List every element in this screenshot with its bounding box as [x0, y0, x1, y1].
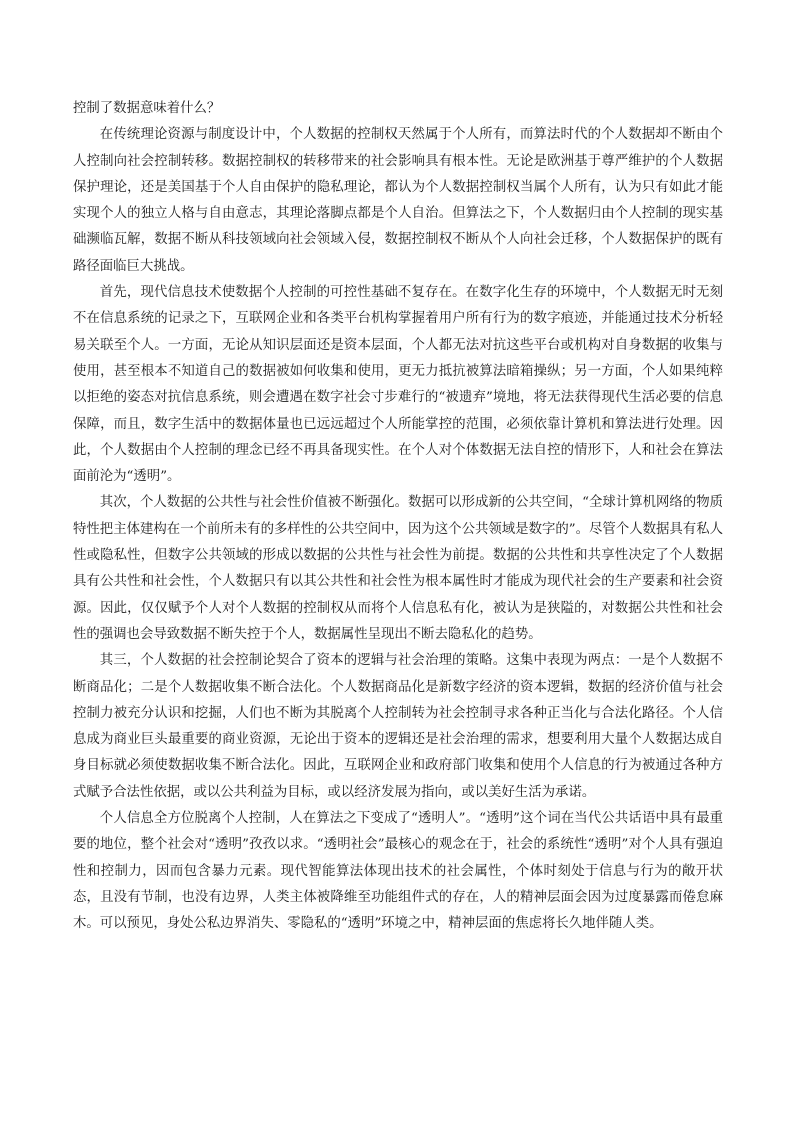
paragraph-intro: 在传统理论资源与制度设计中，个人数据的控制权天然属于个人所有，而算法时代的个人数据却不断由个人控制向社会控制转移。数据控制权的转移带来的社会影响具有根本性。无论是欧洲基于尊严维护的个人数据保护理论，还是美国基于个人自由保护的隐私理论，都认为个人数据控制权当属个人所有，认为只有如此才能实现个人的独立人格与自由意志，其理论落脚点都是个人自治。但算法之下，个人数据归由个人控制的现实基础濒临瓦解，数据不断从科技领域向社会领域入侵，数据控制权不断从个人向社会迁移，个人数据保护的既有路径面临巨大挑战。 [73, 127, 723, 274]
paragraph-first-point: 首先，现代信息技术使数据个人控制的可控性基础不复存在。在数字化生存的环境中，个人数据无时无刻不在信息系统的记录之下，互联网企业和各类平台机构掌握着用户所有行为的数字痕迹，并能通过技术分析轻易关联至个人。一方面，无论从知识层面还是资本层面，个人都无法对抗这些平台或机构对自身数据的收集与使用，甚至根本不知道自己的数据被如何收集和使用，更无力抵抗被算法暗箱操纵；另一方面，个人如果纯粹以拒绝的姿态对抗信息系统，则会遭遇在数字社会寸步难行的“被遗弃”境地，将无法获得现代生活必要的信息保障，而且，数字生活中的数据体量也已远远超过个人所能掌控的范围，必须依靠计算机和算法进行处理。因此，个人数据由个人控制的理念已经不再具备现实性。在个人对个体数据无法自控的情形下，人和社会在算法面前沦为“透明”。 [73, 285, 723, 485]
document-body [73, 96, 723, 938]
paragraph-conclusion: 个人信息全方位脱离个人控制，人在算法之下变成了“透明人”。“透明”这个词在当代公共话语中具有最重要的地位，整个社会对“透明”孜孜以求。“透明社会”最核心的观念在于，社会的系统性“透明”对个人具有强迫性和控制力，因而包含暴力元素。现代智能算法体现出技术的社会属性，个体时刻处于信息与行为的敞开状态，且没有节制，也没有边界，人类主体被降维至功能组件式的存在，人的精神层面会因为过度暴露而倦怠麻木。可以预见，身处公私边界消失、零隐私的“透明”环境之中，精神层面的焦虑将长久地伴随人类。 [73, 811, 723, 932]
paragraph-second-point: 其次，个人数据的公共性与社会性价值被不断强化。数据可以形成新的公共空间，“全球计算机网络的物质特性把主体建构在一个前所未有的多样性的公共空间中，因为这个公共领域是数字的”。尽管个人数据具有私人性或隐私性，但数字公共领域的形成以数据的公共性与社会性为前提。数据的公共性和共享性决定了个人数据具有公共性和社会性，个人数据只有以其公共性和社会性为根本属性时才能成为现代社会的生产要素和社会资源。因此，仅仅赋予个人对个人数据的控制权从而将个人信息私有化，被认为是狭隘的，对数据公共性和社会性的强调也会导致数据不断失控于个人，数据属性呈现出不断去隐私化的趋势。 [73, 495, 723, 642]
paragraph-question: 控制了数据意味着什么？ [73, 101, 221, 116]
paragraph-third-point: 其三，个人数据的社会控制论契合了资本的逻辑与社会治理的策略。这集中表现为两点：一是个人数据不断商品化；二是个人数据收集不断合法化。个人数据商品化是新数字经济的资本逻辑，数据的经济价值与社会控制力被充分认识和挖掘，人们也不断为其脱离个人控制转为社会控制寻求各种正当化与合法化路径。个人信息成为商业巨头最重要的商业资源，无论出于资本的逻辑还是社会治理的需求，想要利用大量个人数据达成自身目标就必须使数据收集不断合法化。因此，互联网企业和政府部门收集和使用个人信息的行为被通过各种方式赋予合法性依据，或以公共利益为目标，或以经济发展为指向，或以美好生活为承诺。 [73, 653, 723, 800]
